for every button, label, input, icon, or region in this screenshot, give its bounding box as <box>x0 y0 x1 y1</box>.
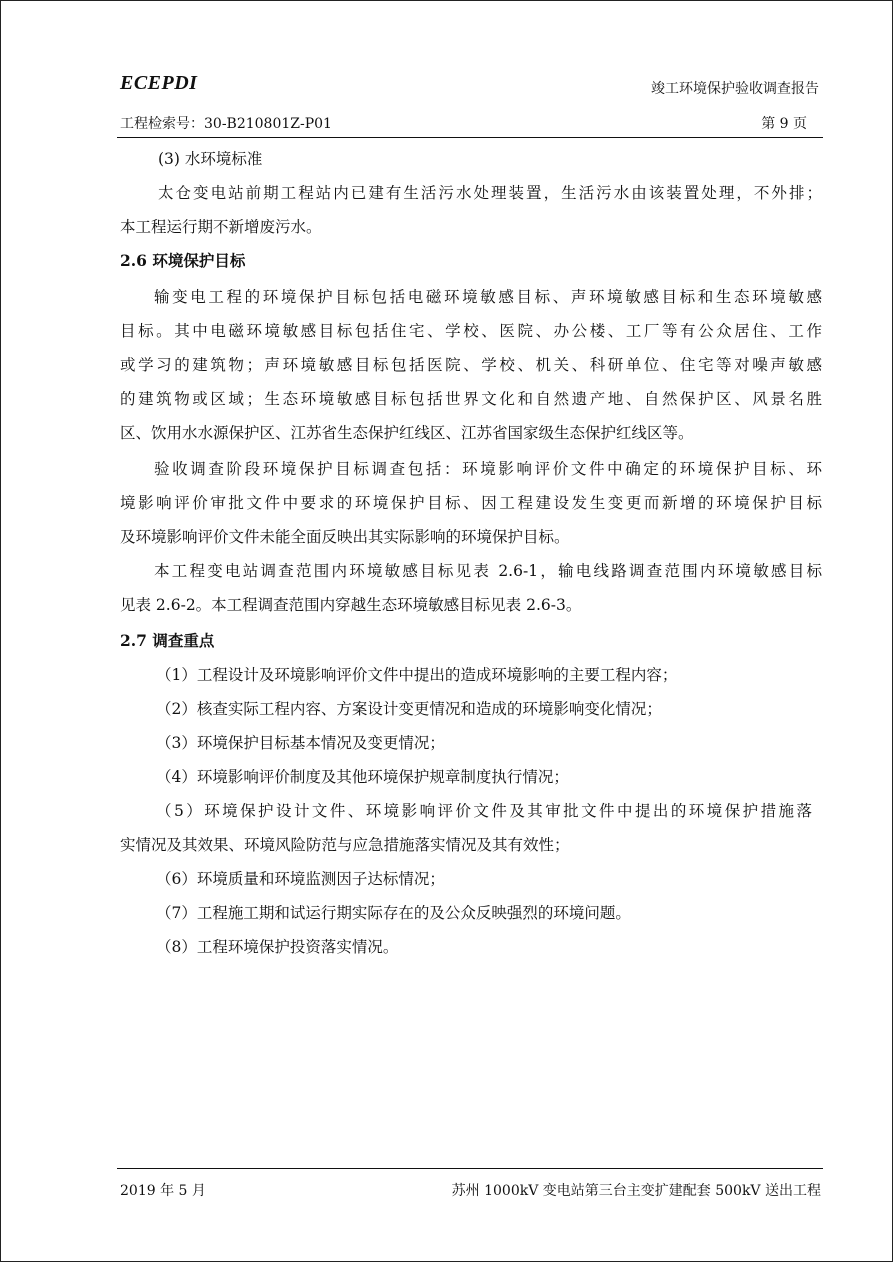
section-heading-2-7: 2.7 调查重点 <box>120 631 215 650</box>
list-item: （4）环境影响评价制度及其他环境保护规章制度执行情况； <box>156 768 569 786</box>
paragraph-line: 及环境影响评价文件未能全面反映出其实际影响的环境保护目标。 <box>120 528 570 546</box>
paragraph-line: 验收调查阶段环境保护目标调查包括：环境影响评价文件中确定的环境保护目标、环 <box>154 460 822 478</box>
list-item: （7）工程施工期和试运行期实际存在的及公众反映强烈的环境问题。 <box>156 904 631 922</box>
list-item: （6）环境质量和环境监测因子达标情况； <box>156 870 445 888</box>
footer-date: 2019 年 5 月 <box>120 1183 206 1199</box>
list-item: （8）工程环境保护投资落实情况。 <box>156 938 399 956</box>
footer-divider <box>117 1168 823 1169</box>
paragraph-line: 见表 2.6-2。本工程调查范围内穿越生态环境敏感目标见表 2.6-3。 <box>120 596 582 614</box>
project-index-number: 工程检索号：30-B210801Z-P01 <box>120 116 332 132</box>
paragraph-line: 本工程运行期不新增废污水。 <box>120 218 322 236</box>
company-logo: ECEPDI <box>120 72 198 94</box>
list-item: （1）工程设计及环境影响评价文件中提出的造成环境影响的主要工程内容； <box>156 666 678 684</box>
page-number: 第 9 页 <box>761 116 807 132</box>
report-title: 竣工环境保护验收调查报告 <box>651 81 819 97</box>
paragraph-line: 区、饮用水水源保护区、江苏省生态保护红线区、江苏省国家级生态保护红线区等。 <box>120 424 694 442</box>
paragraph-line: 太仓变电站前期工程站内已建有生活污水处理装置，生活污水由该装置处理，不外排； <box>158 184 822 202</box>
subsection-water-standard: (3) 水环境标准 <box>158 150 263 168</box>
list-item: （3）环境保护目标基本情况及变更情况； <box>156 734 445 752</box>
section-heading-2-6: 2.6 环境保护目标 <box>120 251 246 270</box>
list-item-continuation: 实情况及其效果、环境风险防范与应急措施落实情况及其有效性； <box>120 836 570 854</box>
paragraph-line: 或学习的建筑物；声环境敏感目标包括医院、学校、机关、科研单位、住宅等对噪声敏感 <box>120 356 822 374</box>
paragraph-line: 境影响评价审批文件中要求的环境保护目标、因工程建设发生变更而新增的环境保护目标 <box>120 494 822 512</box>
paragraph-line: 本工程变电站调查范围内环境敏感目标见表 2.6-1，输电线路调查范围内环境敏感目标 <box>154 562 822 580</box>
paragraph-line: 的建筑物或区域；生态环境敏感目标包括世界文化和自然遗产地、自然保护区、风景名胜 <box>120 390 822 408</box>
header-divider <box>117 137 823 138</box>
footer-project-name: 苏州 1000kV 变电站第三台主变扩建配套 500kV 送出工程 <box>451 1183 821 1199</box>
list-item: （2）核查实际工程内容、方案设计变更情况和造成的环境影响变化情况； <box>156 700 662 718</box>
paragraph-line: 目标。其中电磁环境敏感目标包括住宅、学校、医院、办公楼、工厂等有公众居住、工作 <box>120 322 822 340</box>
list-item: （5）环境保护设计文件、环境影响评价文件及其审批文件中提出的环境保护措施落 <box>156 802 812 820</box>
paragraph-line: 输变电工程的环境保护目标包括电磁环境敏感目标、声环境敏感目标和生态环境敏感 <box>154 288 822 306</box>
